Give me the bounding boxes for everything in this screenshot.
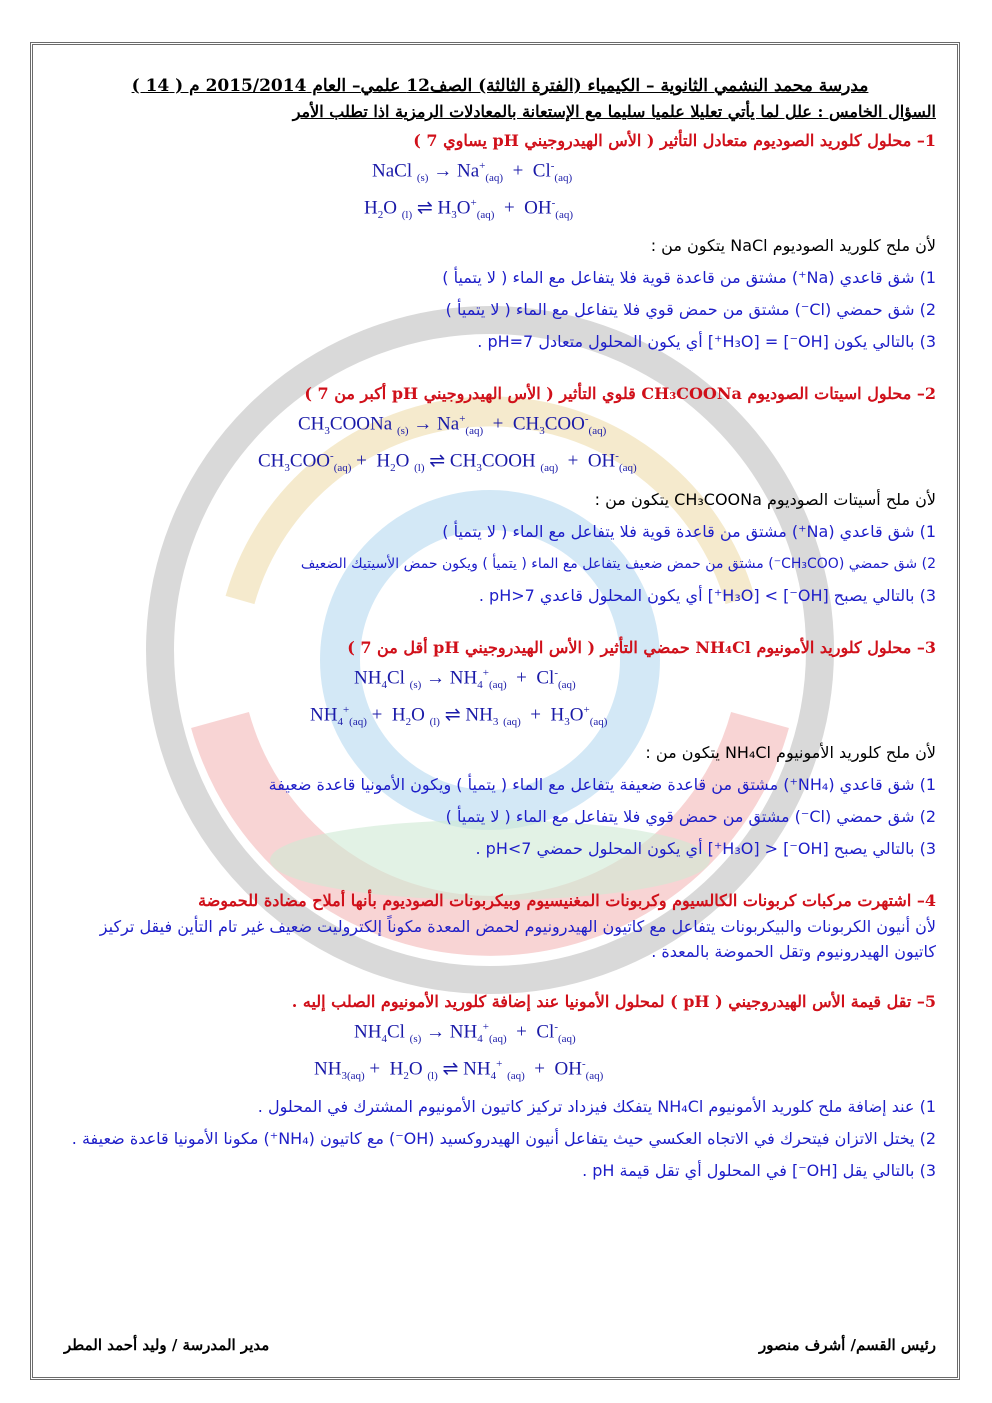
q5-point-1: 1) عند إضافة ملح كلوريد الأمونيوم NH₄Cl يتفكك فيزداد تركيز كاتيون الأمونيوم المشترك في المحلول . (257, 1097, 936, 1116)
q5-point-2: 2) يختل الاتزان فيتحرك في الاتجاه العكسي حيث يتفاعل أنيون الهيدروكسيد (OH⁻) مع كاتيون (NH₄⁺) مكونا الأمونيا قاعدة ضعيفة . (71, 1129, 936, 1148)
q5-equation-2: $NH_{3(aq)} + H_2O$ $_{(l)}$ ⇌ $NH_4^+$ $_{(aq)} + OH^-_{(aq)}$ (314, 1057, 604, 1082)
q3-title: 3– محلول كلوريد الأمونيوم NH₄Cl حمضي التأثير ( الأس الهيدروجيني pH أقل من 7 ) (347, 637, 936, 657)
q5-title: 5– تقل قيمة الأس الهيدروجيني ( pH ) لمحلول الأمونيا عند إضافة كلوريد الأمونيوم الصلب إليه . (291, 991, 936, 1011)
q3-point-1: 1) شق قاعدي (NH₄⁺) مشتق من قاعدة ضعيفة يتفاعل مع الماء ( يتميأ ) ويكون الأمونيا قاعدة ضعيفة (268, 774, 936, 794)
page-header: مدرسة محمد النشمي الثانوية – الكيمياء (الفترة الثالثة) الصف12 علمي– العام 2015/2014 م ( 14 ) (131, 76, 869, 96)
q4-title: 4– اشتهرت مركبات كربونات الكالسيوم وكربونات المغنيسيوم وبيكربونات الصوديوم بأنها أملاح مضادة للحموضة (198, 890, 936, 910)
q2-intro: لأن ملح أسيتات الصوديوم CH₃COONa يتكون من : (594, 489, 936, 509)
document-body (64, 76, 936, 1191)
footer-department-head: رئيس القسم/ أشرف منصور (758, 1336, 936, 1354)
q2-point-3: 3) بالتالي يصبح [OH⁻] > [H₃O⁺] أي يكون المحلول قاعدي pH>7 . (478, 585, 936, 605)
page-footer (64, 1336, 936, 1354)
q3-equation-1: $NH_4Cl$ $_{(s)} \to NH_4^+_{(aq)} + Cl^-_{(aq)}$ (354, 666, 576, 691)
q3-equation-2: $NH_4^+_{(aq)} + H_2O$ $_{(l)}$ ⇌ $NH_3$ $_{(aq)} + H_3O^+_{(aq)}$ (310, 703, 608, 728)
q2-equation-2: $CH_3COO^-_{(aq)} + H_2O$ $_{(l)}$ ⇌ $CH_3COOH$ $_{(aq)} + OH^-_{(aq)}$ (258, 450, 637, 475)
q1-title: 1– محلول كلوريد الصوديوم متعادل التأثير ( الأس الهيدروجيني pH يساوي 7 ) (413, 131, 936, 150)
q1-equation-2: $H_2O$ $_{(l)}$ ⇌ $H_3O^+_{(aq)} + OH^-_{(aq)}$ (364, 197, 573, 222)
q2-equation-1: $CH_3COONa$ $_{(s)} \to Na^+_{(aq)} + CH_3COO^-_{(aq)}$ (298, 413, 607, 438)
footer-school-principal: مدير المدرسة / وليد أحمد المطر (64, 1336, 270, 1354)
q3-intro: لأن ملح كلوريد الأمونيوم NH₄Cl يتكون من : (645, 742, 936, 762)
q5-point-3: 3) بالتالي يقل [OH⁻] في المحلول أي تقل قيمة pH . (582, 1161, 936, 1180)
q3-point-2: 2) شق حمضي (Cl⁻) مشتق من حمض قوي فلا يتفاعل مع الماء ( لا يتميأ ) (445, 806, 936, 826)
q2-point-1: 1) شق قاعدي (Na⁺) مشتق من قاعدة قوية فلا يتفاعل مع الماء ( لا يتميأ ) (442, 521, 936, 541)
q3-point-3: 3) بالتالي يصبح [OH⁻] < [H₃O⁺] أي يكون المحلول حمضي pH<7 . (475, 838, 936, 858)
q1-point-3: 3) بالتالي يكون [OH⁻] = [H₃O⁺] أي يكون المحلول متعادل pH=7 . (477, 332, 936, 352)
q2-point-2: 2) شق حمضي (CH₃COO⁻) مشتق من حمض ضعيف يتفاعل مع الماء ( يتميأ ) ويكون حمض الأسيتيك الضعيف (300, 555, 936, 572)
q4-body: لأن أنيون الكربونات والبيكربونات يتفاعل مع كاتيون الهيدرونيوم لحمض المعدة مكوناً إلكتروليت ضعيف غير تام التأين فيقل تركيز كاتيون الهيدرونيوم وتقل الحموضة بالمعدة . (99, 916, 936, 961)
q1-point-1: 1) شق قاعدي (Na⁺) مشتق من قاعدة قوية فلا يتفاعل مع الماء ( لا يتميأ ) (442, 268, 936, 288)
q1-point-2: 2) شق حمضي (Cl⁻) مشتق من حمض قوي فلا يتفاعل مع الماء ( لا يتميأ ) (445, 300, 936, 320)
q5-equation-1: $NH_4Cl$ $_{(s)} \to NH_4^+_{(aq)} + Cl^-_{(aq)}$ (354, 1020, 576, 1045)
question-heading: السؤال الخامس : علل لما يأتي تعليلا علميا سليما مع الإستعانة بالمعادلات الرمزية اذا تطلب الأمر (292, 102, 936, 121)
q1-equation-1: NaCl $_{(s)} \to Na^+_{(aq)} + Cl^-_{(aq)}$ (372, 160, 573, 185)
q1-intro: لأن ملح كلوريد الصوديوم NaCl يتكون من : (650, 236, 936, 256)
q2-title: 2– محلول اسيتات الصوديوم CH₃COONa قلوي التأثير ( الأس الهيدروجيني pH أكبر من 7 ) (304, 384, 936, 404)
